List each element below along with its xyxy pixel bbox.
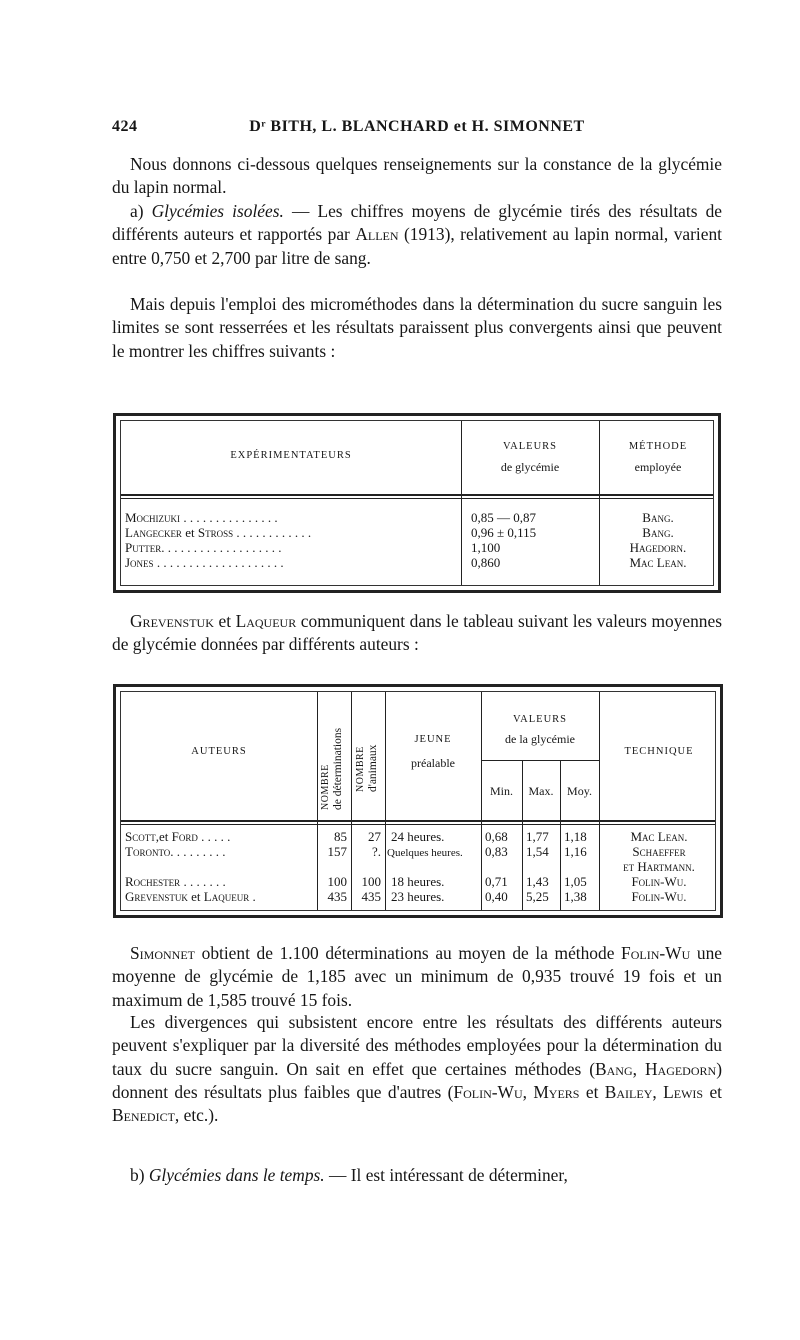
- animals-count: 435: [361, 889, 381, 904]
- header-n-det-sub: de déterminations: [332, 727, 344, 810]
- header-method-sub: employée: [634, 460, 682, 474]
- leader-dots: . . . . . . . . . . . . . . .: [183, 510, 278, 525]
- table-frame: [120, 420, 714, 586]
- section-title-b: Glycémies dans le temps.: [148, 1165, 325, 1185]
- paragraph-text: obtient de 1.100 déterminations au moyen de la méthode: [195, 943, 622, 963]
- method-name: Mac Lean.: [629, 555, 687, 570]
- technique-name: Schaeffer: [632, 844, 686, 859]
- header-technique: TECHNIQUE: [624, 746, 694, 757]
- header-experimenters: EXPÉRIMENTATEURS: [230, 450, 352, 461]
- value-avg: 1,18: [564, 829, 587, 844]
- table-row: [125, 511, 278, 525]
- table-authors: [113, 684, 723, 918]
- table-row: [125, 845, 226, 859]
- technique-name: Folin-Wu.: [631, 874, 687, 889]
- paragraph-divergences: [112, 1011, 722, 1127]
- table-row: [125, 890, 256, 904]
- method-names: Bang, Hagedorn: [595, 1058, 717, 1079]
- author-name: Grevenstuk: [130, 611, 214, 631]
- experimenter-name: Stross: [197, 525, 234, 540]
- conjunction: et: [213, 611, 236, 631]
- method-names: Bailey, Lewis: [604, 1081, 704, 1102]
- author-name: Ford: [171, 829, 198, 844]
- animals-count: 27: [368, 829, 381, 844]
- method-name: Bang.: [642, 510, 674, 525]
- leader-dots: . . . . . . . . .: [170, 844, 226, 859]
- method-name: Hagedorn.: [629, 540, 687, 555]
- column-divider: [522, 760, 523, 910]
- table-row: [125, 541, 281, 555]
- header-n-anim-title: NOMBRE: [355, 746, 366, 792]
- table-divider: [121, 494, 713, 496]
- technique-name-cont: et Hartmann.: [623, 859, 695, 874]
- glycemia-value: 1,100: [471, 540, 501, 555]
- table-divider: [121, 498, 713, 499]
- fasting-duration: 23 heures.: [391, 889, 445, 904]
- glycemia-value: 0,96 ± 0,115: [471, 525, 537, 540]
- table-experimenters: [113, 413, 721, 593]
- running-header: [112, 118, 722, 142]
- conjunction: et: [181, 525, 198, 540]
- leader-dots: .: [252, 889, 256, 904]
- paragraph-intro: [112, 153, 722, 200]
- animals-count: 100: [361, 874, 381, 889]
- paragraph-text: — Il est intéressant de déterminer,: [324, 1165, 568, 1185]
- paragraph-grevenstuk: [112, 610, 722, 657]
- column-divider: [385, 692, 386, 910]
- author-name: Laqueur: [235, 611, 297, 631]
- leader-dots: . . . . . . . . . . . . . . . . . . . .: [156, 555, 284, 570]
- header-values: VALEURS: [502, 441, 558, 452]
- header-method: MÉTHODE: [628, 441, 688, 452]
- glycemia-value: 0,85 — 0,87: [471, 510, 536, 525]
- conjunction: ,et: [155, 829, 172, 844]
- paragraph-simonnet: [112, 942, 722, 1012]
- table-divider: [121, 820, 715, 822]
- section-label-b: b): [130, 1165, 149, 1185]
- section-label-a: a): [130, 201, 152, 221]
- leader-dots: . . . . . . . . . . . . . . . . . . .: [161, 540, 282, 555]
- value-max: 1,54: [526, 844, 549, 859]
- value-min: 0,68: [485, 829, 508, 844]
- author-name: Scott: [125, 829, 156, 844]
- value-max: 5,25: [526, 889, 549, 904]
- conjunction: et: [579, 1081, 605, 1102]
- paragraph-text: une moyenne de glycémie de 1,185 avec un minimum de 0,935 trouvé 19 fois et un maximum de 1,585 trouvé 15 fois.: [112, 943, 722, 1010]
- header-authors: AUTEURS: [191, 746, 247, 757]
- section-title-a: Glycémies isolées.: [151, 201, 284, 221]
- header-values-sub: de la glycémie: [505, 732, 575, 746]
- author-name: Allen: [355, 224, 399, 245]
- determinations-count: 85: [334, 829, 347, 844]
- paragraph-text: ) donnent des résultats plus faibles que d'autres (: [112, 1058, 722, 1102]
- table-row: [125, 556, 284, 570]
- method-names: Folin-Wu, Myers: [453, 1081, 580, 1102]
- column-divider: [560, 760, 561, 910]
- determinations-count: 157: [327, 844, 347, 859]
- paragraph-intro-text: Nous donnons ci-dessous quelques renseignements sur la constance de la glycémie du lapin normal.: [112, 154, 722, 198]
- header-values-sub: de glycémie: [500, 460, 560, 474]
- method-name: Bang.: [642, 525, 674, 540]
- experimenter-name: Langecker: [125, 525, 182, 540]
- animals-count: ?.: [371, 844, 381, 859]
- table-row: [125, 830, 230, 844]
- paragraph-text: Les divergences qui subsistent encore entre les résultats des différents auteurs peuvent s'expliquer par la diversité des méthodes employées pour la détermination du taux du sucre sanguin. On sait en effet que certaines méthodes (: [112, 1012, 722, 1079]
- paragraph-micromethods: [112, 293, 722, 363]
- value-avg: 1,05: [564, 874, 587, 889]
- header-n-animals: [354, 745, 380, 792]
- technique-name: Folin-Wu.: [631, 889, 687, 904]
- value-avg: 1,16: [564, 844, 587, 859]
- author-name: Rochester: [125, 874, 181, 889]
- technique-name: Mac Lean.: [630, 829, 688, 844]
- paragraph-text: — Les chiffres moyens de glycémie tirés des résultats de différents auteurs et rapportés par: [112, 201, 722, 245]
- header-max: Max.: [528, 784, 554, 798]
- paragraph-glycemia-over-time: [112, 1164, 722, 1187]
- header-n-anim-sub: d'animaux: [367, 744, 379, 792]
- value-max: 1,43: [526, 874, 549, 889]
- header-n-det-title: NOMBRE: [320, 764, 331, 810]
- paragraph-text: , etc.).: [174, 1105, 219, 1126]
- paragraph-text: Mais depuis l'emploi des microméthodes dans la détermination du sucre sanguin les limites se sont resserrées et les résultats paraissent plus convergents ainsi que peuvent le montrer les chiffres suivants :: [112, 294, 722, 361]
- determinations-count: 100: [327, 874, 347, 889]
- header-min: Min.: [489, 784, 513, 798]
- paragraph-text: (1913), relativement au lapin normal, varient entre 0,750 et 2,700 par litre de sang.: [112, 224, 722, 268]
- leader-dots: . . . . .: [201, 829, 231, 844]
- fasting-duration: 24 heures.: [391, 829, 445, 844]
- method-name: Benedict: [112, 1105, 175, 1126]
- table-row: [125, 875, 226, 889]
- value-min: 0,71: [485, 874, 508, 889]
- header-fasting: JEUNE: [414, 734, 452, 745]
- experimenter-name: Putter: [125, 540, 162, 555]
- table-row: [125, 526, 311, 540]
- fasting-duration: Quelques heures.: [387, 847, 463, 859]
- value-min: 0,40: [485, 889, 508, 904]
- value-min: 0,83: [485, 844, 508, 859]
- fasting-duration: 18 heures.: [391, 874, 445, 889]
- header-n-determinations: [319, 728, 345, 810]
- table-divider: [121, 824, 715, 825]
- author-name: Simonnet: [130, 943, 195, 963]
- conjunction: et: [703, 1081, 722, 1102]
- value-max: 1,77: [526, 829, 549, 844]
- header-values: VALEURS: [512, 714, 568, 725]
- header-fasting-sub: préalable: [411, 756, 455, 770]
- author-name: Toronto: [125, 844, 171, 859]
- paragraph-text: communiquent dans le tableau suivant les valeurs moyennes de glycémie données par différents auteurs :: [112, 611, 722, 655]
- experimenter-name: Mochizuki: [125, 510, 181, 525]
- glycemia-value: 0,860: [471, 555, 501, 570]
- leader-dots: . . . . . . .: [183, 874, 226, 889]
- author-name: Grevenstuk: [125, 889, 188, 904]
- running-authors: Dʳ BITH, L. BLANCHARD et H. SIMONNET: [249, 118, 585, 135]
- determinations-count: 435: [327, 889, 347, 904]
- method-name: Folin-Wu: [621, 943, 691, 963]
- table-frame: [120, 691, 716, 911]
- author-name: Laqueur: [203, 889, 250, 904]
- conjunction: et: [187, 889, 204, 904]
- value-avg: 1,38: [564, 889, 587, 904]
- header-avg: Moy.: [567, 784, 592, 798]
- experimenter-name: Jones: [125, 555, 154, 570]
- leader-dots: . . . . . . . . . . . .: [236, 525, 312, 540]
- values-subheader-divider: [481, 760, 599, 761]
- page-number: 424: [112, 118, 138, 135]
- paragraph-isolated-glycemia: [112, 200, 722, 270]
